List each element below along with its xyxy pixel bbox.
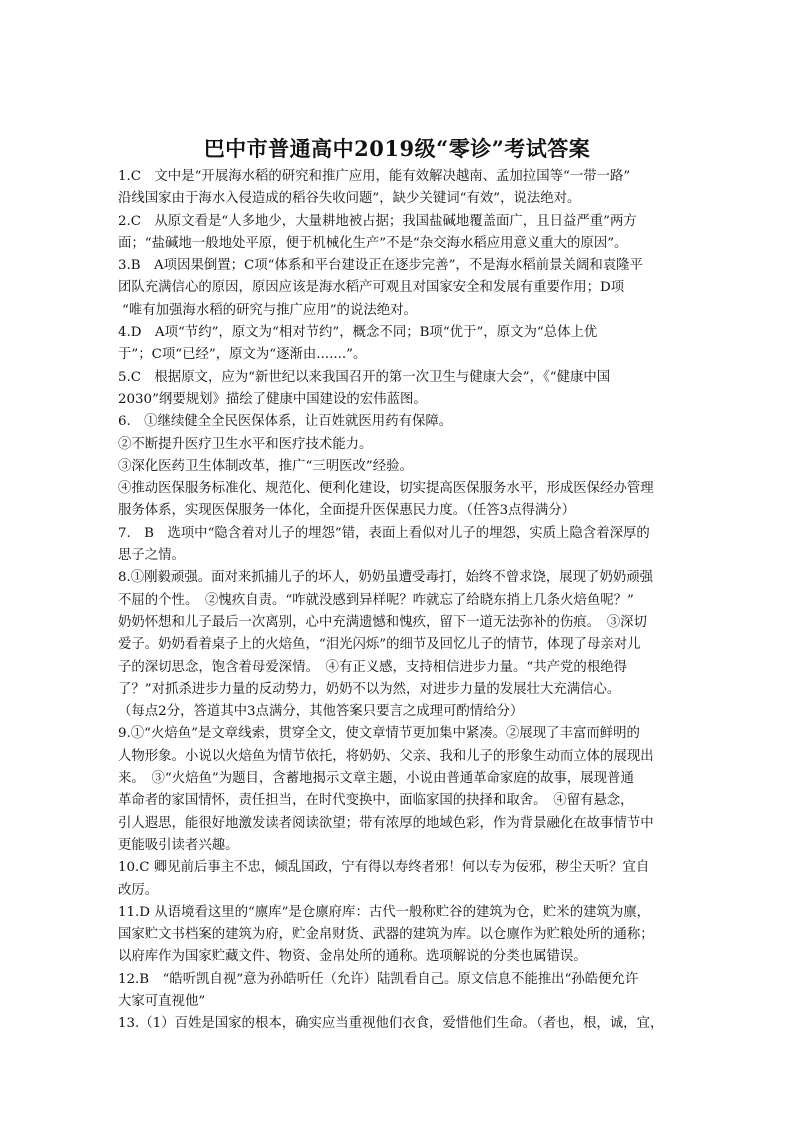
text-line: ③深化医药卫生体制改革，推广“三明医改”经验。 [118, 458, 413, 474]
text-line: 人物形象。小说以火焙鱼为情节依托，将奶奶、父亲、我和儿子的形象生动而立体的展现出 [118, 748, 654, 764]
text-line: 改厉。 [118, 882, 159, 898]
text-line: 来。 ③“火焙鱼”为题目，含蓄地揭示文章主题，小说由普通革命家庭的故事，展现普通 [118, 771, 634, 787]
text-line: 服务体系，实现医保服务一体化，全面提升医保惠民力度。（任答3点得满分） [118, 503, 576, 519]
text-line: 12.B “皓听凯自视”意为孙皓听任（允许）陆凯看自己。原文信息不能推出“孙皓便允许 [118, 971, 639, 987]
text-line: （每点2分，答道其中3点满分，其他答案只要言之成理可酌情给分） [118, 704, 524, 720]
text-line: 更能吸引读者兴趣。 [118, 837, 239, 853]
text-line: 革命者的家国情怀，责任担当，在时代变换中，面临家国的抉择和取舍。 ④留有悬念， [118, 793, 634, 809]
text-line: 10.C 卿见前后事主不忠，倾乱国政，宁有得以寿终者邪！何以专为佞邪，秽尘天听？宜自 [118, 860, 650, 876]
text-line: 1.C 文中是“开展海水稻的研究和推广应用，能有效解决越南、孟加拉国等“一带一路” [118, 169, 631, 184]
text-line: 6. ①继续健全全民医保体系，让百姓就医用药有保障。 [118, 414, 453, 430]
text-line: 8.①刚毅顽强。面对来抓捕儿子的坏人，奶奶虽遭受毒打，始终不曾求饶，展现了奶奶顽强 [118, 570, 654, 586]
text-line: “唯有加强海水稻的研究与推广应用”的说法绝对。 [122, 302, 417, 318]
text-line: 13.（1）百姓是国家的根本，确实应当重视他们衣食，爱惜他们生命。（者也，根，诚，宜， [118, 1016, 664, 1032]
text-line: ④推动医保服务标准化、规范化、便利化建设，切实提高医保服务水平，形成医保经办管理 [118, 481, 654, 497]
text-line: 3.B A项因果倒置；C项“体系和平台建设正在逐步完善”，不是海水稻前景关阔和袁隆平 [118, 258, 643, 274]
answer-body [118, 166, 684, 1036]
text-line: 引人遐思，能很好地激发读者阅读欲望；带有浓厚的地域色彩，作为背景融化在故事情节中 [118, 815, 654, 831]
text-line: 奶奶怀想和儿子最后一次离别，心中充满遗憾和愧疚，留下一道无法弥补的伤痕。 ③深切 [118, 614, 647, 630]
text-line: 不屈的个性。 ②愧疚自责。“咋就没感到异样呢？咋就忘了给晓东捎上几条火焙鱼呢？” [118, 592, 634, 608]
text-line: 以府库作为国家贮藏文件、物资、金帛处所的通称。选项解说的分类也属错误。 [118, 949, 587, 965]
text-line: 7. B 选项中“隐含着对儿子的埋怨”错，表面上看似对儿子的埋怨，实质上隐含着深厚的 [118, 525, 650, 541]
text-line: 了？”对抓杀进步力量的反动势力，奶奶不以为然，对进步力量的发展壮大充满信心。 [118, 681, 621, 697]
text-line: 2.C 从原文看是“人多地少，大量耕地被占据；我国盐碱地覆盖面广，且日益严重”两方 [118, 213, 637, 229]
document-title: 巴中市普通高中2019级“零诊”考试答案 [203, 136, 591, 161]
text-line: 思子之情。 [118, 548, 185, 564]
text-line: 9.①“火焙鱼”是文章线索，贯穿全文，使文章情节更加集中紧凑。②展现了丰富而鲜明的 [118, 726, 640, 742]
text-line: 国家贮文书档案的建筑为府，贮金帛财货、武器的建筑为库。以仓廪作为贮粮处所的通称； [118, 927, 654, 943]
text-line: 沿线国家由于海水入侵造成的稻谷失收问题”，缺少关键词“有效”，说法绝对。 [118, 191, 581, 207]
text-line: 大家可直视他” [118, 993, 206, 1009]
text-line: 团队充满信心的原因，原因应该是海水稻产可观且对国家安全和发展有重要作用；D项 [118, 280, 625, 296]
text-line: 面；“盐碱地一般地处平原，便于机械化生产”不是“杂交海水稻应用意义重大的原因”。 [118, 235, 628, 251]
text-line: 11.D 从语境看这里的“廪库”是仓廪府库：古代一般称贮谷的建筑为仓，贮米的建筑为廪， [118, 904, 651, 920]
text-line: 爱子。奶奶看着桌子上的火焙鱼，“泪光闪烁”的细节及回忆儿子的情节，体现了母亲对儿 [118, 637, 641, 653]
text-line: 于”；C项“已经”，原文为“逐渐由.......”。 [118, 347, 367, 363]
text-line: 2030”纲要规划》描绘了健康中国建设的宏伟蓝图。 [118, 391, 427, 407]
text-line: 4.D A项“节约”，原文为“相对节约”，概念不同；B项“优于”，原文为“总体上优 [118, 325, 598, 341]
text-line: ②不断提升医疗卫生水平和医疗技术能力。 [118, 436, 373, 452]
text-line: 子的深切思念，饱含着母爱深情。 ④有正义感，支持相信进步力量。“共产党的根绝得 [118, 659, 627, 675]
text-line: 5.C 根据原文，应为“新世纪以来我国召开的第一次卫生与健康大会”，《“健康中国 [118, 369, 611, 385]
